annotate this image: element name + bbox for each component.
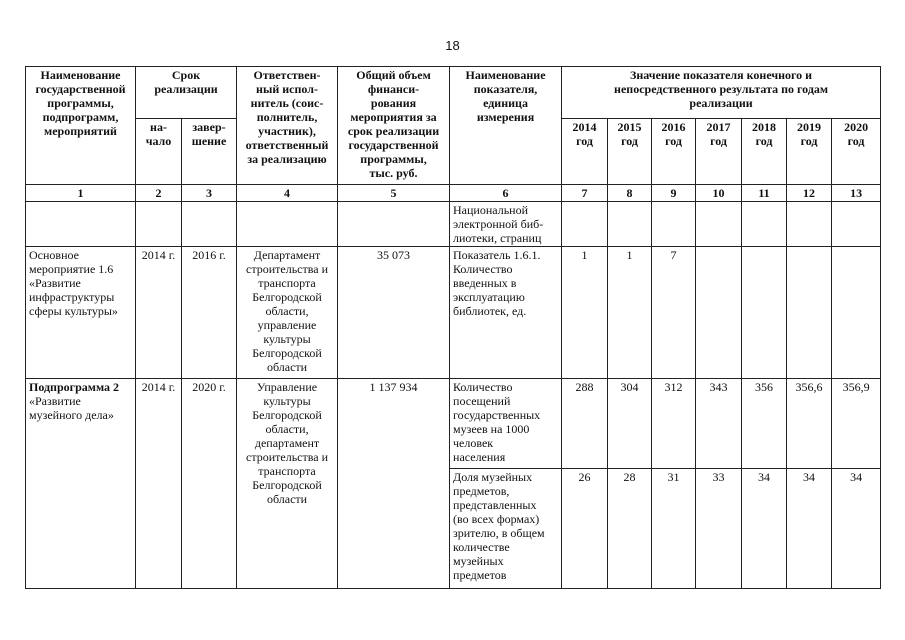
indicator-cell: Национальной электронной биб- лиотеки, страниц [450,202,562,247]
value-cell: 33 [696,469,742,589]
end-cell: 2020 г. [182,379,237,589]
header-year: 2019 год [787,119,832,185]
header-end: завер- шение [182,119,237,185]
end-cell: 2016 г. [182,247,237,379]
table-row [26,202,881,247]
value-cell [787,247,832,379]
value-cell: 1 [562,247,608,379]
value-cell: 312 [652,379,696,469]
column-number: 5 [338,185,450,202]
value-cell: 26 [562,469,608,589]
column-number: 1 [26,185,136,202]
column-number: 11 [742,185,787,202]
column-numbers-row [26,185,881,202]
program-name-cell [26,379,136,589]
header-indicator: Наименование показателя, единица измерения [450,67,562,185]
header-year: 2017 год [696,119,742,185]
column-number: 10 [696,185,742,202]
header-year: 2015 год [608,119,652,185]
program-name-cell: Основное мероприятие 1.6 «Развитие инфраструктуры сферы культуры» [26,247,136,379]
header-year: 2016 год [652,119,696,185]
header-executor: Ответствен- ный испол- нитель (соис- полнитель, участник), ответственный за реализацию [237,67,338,185]
page-number: 18 [445,38,460,53]
header-year: 2020 год [832,119,881,185]
header-funding: Общий объем финанси- рования мероприятия за срок реализации государственной программы, тыс. руб. [338,67,450,185]
table-row [26,379,881,469]
funding-cell: 1 137 934 [338,379,450,589]
value-cell: 356 [742,379,787,469]
header-year: 2014 год [562,119,608,185]
column-number: 4 [237,185,338,202]
column-number: 9 [652,185,696,202]
column-number: 3 [182,185,237,202]
subprogram-name: «Развитие музейного дела» [29,394,114,422]
value-cell: 31 [652,469,696,589]
value-cell: 7 [652,247,696,379]
value-cell [742,247,787,379]
value-cell: 28 [608,469,652,589]
header-period: Срок реализации [136,67,237,119]
value-cell: 356,6 [787,379,832,469]
value-cell: 34 [832,469,881,589]
value-cell: 343 [696,379,742,469]
indicator-cell: Доля музейных предметов, представленных (во всех формах) зрителю, в общем количестве музейных предметов [450,469,562,589]
value-cell: 356,9 [832,379,881,469]
value-cell: 34 [787,469,832,589]
value-cell [696,247,742,379]
value-cell: 34 [742,469,787,589]
column-number: 13 [832,185,881,202]
header-start: на- чало [136,119,182,185]
indicator-cell: Показатель 1.6.1. Количество введенных в эксплуатацию библиотек, ед. [450,247,562,379]
start-cell: 2014 г. [136,379,182,589]
value-cell: 288 [562,379,608,469]
table-row [26,247,881,379]
value-cell: 1 [608,247,652,379]
executor-cell: Управление культуры Белгородской области, департамент строительства и транспорта Белгородской области [237,379,338,589]
column-number: 2 [136,185,182,202]
column-number: 12 [787,185,832,202]
column-number: 6 [450,185,562,202]
executor-cell: Департамент строительства и транспорта Белгородской области, управление культуры Белгородской области [237,247,338,379]
header-values: Значение показателя конечного и непосредственного результата по годам реализации [562,67,881,119]
column-number: 8 [608,185,652,202]
column-number: 7 [562,185,608,202]
funding-cell: 35 073 [338,247,450,379]
program-table [25,66,881,589]
start-cell: 2014 г. [136,247,182,379]
header-year: 2018 год [742,119,787,185]
value-cell: 304 [608,379,652,469]
value-cell [832,247,881,379]
header-name: Наименование государственной программы, подпрограмм, мероприятий [26,67,136,185]
indicator-cell: Количество посещений государственных музеев на 1000 человек населения [450,379,562,469]
subprogram-title: Подпрограмма 2 [29,380,120,394]
